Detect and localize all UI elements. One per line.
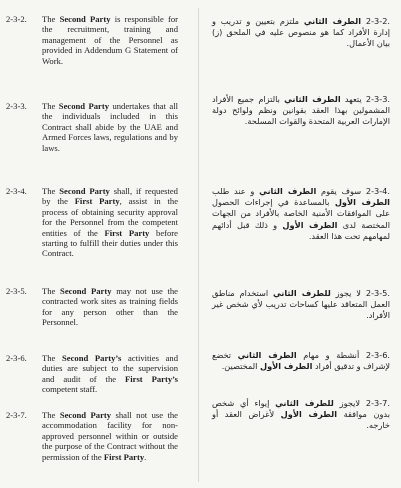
clause-text [42,186,178,259]
en-clause-2-3-3 [6,101,178,153]
clause-text [212,94,390,126]
party-name: First Party [74,196,120,207]
en-clause-2-3-5 [6,286,178,328]
party-name: First Party [104,227,150,238]
text-run: المختصين. [221,361,260,372]
ar-clause-2-3-5 [212,288,390,322]
party-name: الطرف الثاني [259,186,317,196]
clause-number: 2-3-2. [365,16,391,26]
text-run: لايجوز [333,398,361,408]
clause-number: 2-3-5. [6,286,27,296]
text-run: The [42,101,59,111]
party-name: Second Party [59,186,110,196]
party-name: للطرف الثاني [275,398,334,408]
text-run: , assist in the process of obtaining security approval for the Personnel from the competent entities of the [42,196,179,238]
en-clause-2-3-4 [6,186,178,259]
text-run: إيواء أي شخص بدون موافقة [212,398,390,420]
text-run: shall, if requested by the [42,186,178,207]
ar-clause-2-3-3 [212,94,390,128]
text-run: لا يجوز [330,288,361,298]
party-name: Second Party’s [62,353,122,363]
text-run: before starting to fulfill their duties under this Contract. [42,227,178,259]
clause-number: 2-3-2. [6,14,27,24]
text-run: The [42,410,60,420]
text-run: shall not use the accommodation facility for non-approved personnel within or outside the purpose of the Contract without the permission of the [42,410,178,462]
party-name: الطرف الأول [334,197,390,208]
text-run: is responsible for the recruitment, training and management of the Personnel as provided in Addendum G Statement of Work. [42,14,179,66]
clause-text [42,14,178,66]
clause-number: 2-3-5. [365,288,390,298]
ar-clause-2-3-2 [212,16,390,50]
party-name: Second Party [59,14,111,24]
text-run: activities and duties are subject to the supervision and audit of the [42,353,179,384]
party-name: Second Party [60,286,112,296]
text-run: لأغراض العقد أو خارجه. [212,409,390,431]
text-run: استخدام مناطق العمل المتعاقد عليها كساحات تدريب لأي شخص غير الأفراد. [212,288,390,321]
clause-number: 2-3-7. [6,410,27,420]
party-name: الطرف الثاني [303,16,362,26]
clause-text [42,353,178,395]
clause-number: 2-3-6. [6,353,27,363]
party-name: الطرف الأول [280,409,338,420]
clause-text [212,288,390,320]
ar-clause-2-3-4 [212,186,390,242]
text-run: بالمساعدة في إجراءات الحصول على الموافقات الأمنية الخاصة بالأفراد من الجهات المختصة لدى [212,197,391,230]
text-run: و عند طلب [212,186,260,196]
clause-text [212,186,390,241]
text-run: سوف يقوم [316,186,362,196]
en-clause-2-3-2 [6,14,178,66]
ar-clause-2-3-7 [212,398,390,432]
text-run: The [42,186,60,196]
ar-clause-2-3-6 [212,350,390,372]
clause-text [42,101,178,153]
en-clause-2-3-6 [6,353,178,395]
clause-number: 2-3-4. [365,186,390,196]
party-name: الطرف الثاني [284,94,341,104]
text-run: بالتزام جميع الأفراد المشمولين بهذا العقد بقوانين ونظم ولوائح دولة الإمارات العربية المتحدة والقوات المسلحة. [212,94,390,127]
clause-text [212,350,390,371]
clause-number: 2-3-3. [6,101,27,111]
clause-text [42,410,178,462]
clause-number: 2-3-7. [365,398,390,408]
text-run: و ذلك قبل أدائهم لمهامهم تحت هذا العقد. [212,219,390,241]
text-run: The [42,14,60,24]
text-run: ملتزم بتعيين و تدريب و إدارة الأفراد كما هو منصوص عليه في الملحق (ز) بيان الأعمال. [212,16,390,49]
clause-text [212,398,390,430]
text-run: أنشطة و مهام [296,350,360,360]
party-name: الطرف الأول [282,219,338,230]
text-run: . [144,451,147,462]
text-run: The [42,353,62,363]
clause-text [42,286,178,328]
column-divider [198,8,199,482]
text-run: يتعهد [340,94,362,104]
party-name: First Party [103,451,145,462]
text-run: may not use the contracted work sites as training fields for any person other than the Personnel. [42,286,178,328]
party-name: الطرف الأول [259,361,313,372]
en-clause-2-3-7 [6,410,178,462]
text-run: The [42,286,61,296]
party-name: Second Party [58,101,110,111]
clause-number: 2-3-6. [365,350,391,360]
text-run: undertakes that all the individuals included in this Contract shall abide by the UAE and Armed Forces laws, regulations and by laws. [42,101,178,153]
party-name: First Party’s [125,373,178,384]
clause-number: 2-3-3. [365,94,391,104]
party-name: للطرف الثاني [273,288,331,298]
clause-text [212,16,390,48]
party-name: الطرف الثاني [237,350,297,360]
text-run: تخضع لإشراف و تدقيق أفراد [212,350,390,372]
clause-number: 2-3-4. [6,186,27,196]
text-run: competent staff. [42,384,98,395]
party-name: Second Party [59,410,112,420]
